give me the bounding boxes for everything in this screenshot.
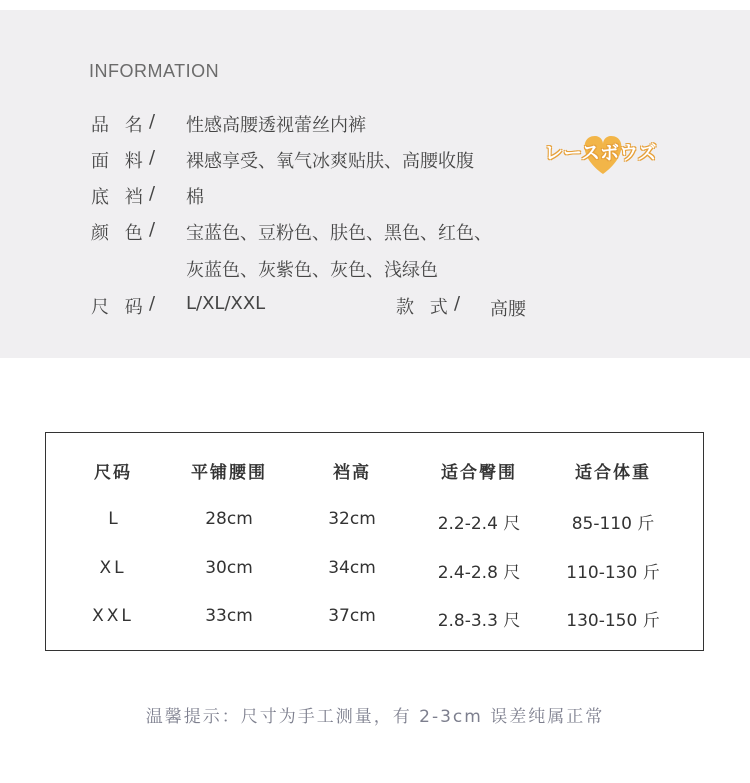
table-header: 适合体重 [575, 463, 651, 483]
table-cell: 37cm [328, 606, 376, 626]
label-fabric: 面 料 [91, 151, 148, 172]
separator: / [454, 293, 461, 314]
value-colors-line1: 宝蓝色、豆粉色、肤色、黑色、红色、 [186, 223, 492, 244]
separator: / [149, 219, 156, 240]
value-style: 高腰 [490, 299, 526, 320]
table-cell: 2.2-2.4 尺 [437, 514, 521, 534]
separator: / [149, 293, 156, 314]
label-name: 品 名 [91, 115, 148, 136]
value-name: 性感高腰透视蕾丝内裤 [186, 115, 366, 136]
table-cell: 2.8-3.3 尺 [437, 611, 521, 631]
label-crotch: 底 裆 [91, 187, 148, 208]
table-cell: 2.4-2.8 尺 [437, 563, 521, 583]
value-fabric: 裸感享受、氧气冰爽贴肤、高腰收腹 [186, 151, 474, 172]
value-colors-line2: 灰蓝色、灰紫色、灰色、浅绿色 [186, 260, 438, 281]
table-header: 尺码 [94, 463, 132, 483]
table-cell: XXL [92, 606, 134, 626]
table-cell: 34cm [328, 558, 376, 578]
table-cell: XL [99, 558, 127, 578]
label-style: 款 式 [396, 297, 453, 318]
table-cell: L [108, 509, 118, 529]
table-cell: 32cm [328, 509, 376, 529]
label-colors: 颜 色 [91, 223, 148, 244]
label-size: 尺 码 [91, 297, 148, 318]
table-cell: 130-150 斤 [566, 611, 660, 631]
separator: / [149, 111, 156, 132]
table-cell: 85-110 斤 [571, 514, 655, 534]
brand-logo [540, 128, 666, 178]
measurement-tip: 温馨提示：尺寸为手工测量，有 2-3cm 误差纯属正常 [145, 707, 605, 727]
value-size: L/XL/XXL [186, 293, 266, 314]
brand-logo-text: レースボウズ [544, 142, 657, 164]
information-heading: INFORMATION [89, 61, 220, 81]
value-crotch: 棉 [186, 187, 204, 208]
table-header: 裆高 [333, 463, 371, 483]
table-header: 平铺腰围 [191, 463, 267, 483]
table-cell: 33cm [205, 606, 253, 626]
table-cell: 110-130 斤 [566, 563, 660, 583]
size-table [45, 432, 704, 651]
table-cell: 30cm [205, 558, 253, 578]
table-header: 适合臀围 [441, 463, 517, 483]
separator: / [149, 147, 156, 168]
separator: / [149, 183, 156, 204]
table-cell: 28cm [205, 509, 253, 529]
information-panel [0, 10, 750, 358]
